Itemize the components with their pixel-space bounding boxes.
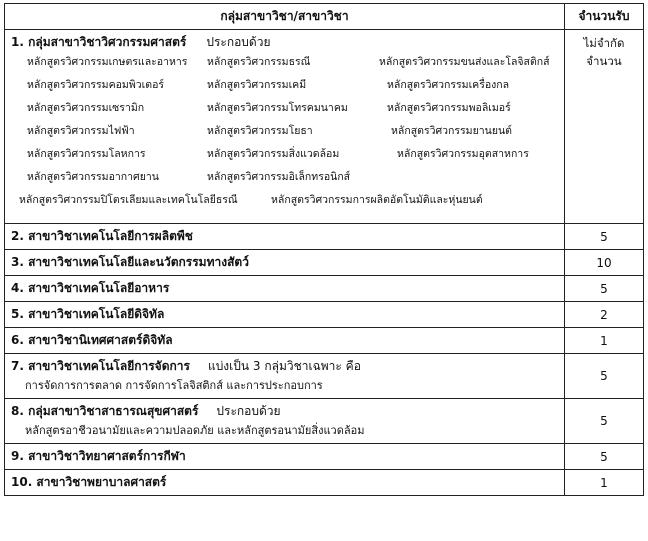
row-label: 4. สาขาวิชาเทคโนโลยีอาหาร (5, 276, 565, 302)
table-row (5, 354, 644, 399)
program-item: หลักสูตรวิศวกรรมเกษตรและอาหาร (27, 56, 188, 68)
row-quota: 5 (565, 224, 644, 250)
program-item: หลักสูตรวิศวกรรมเคมี (207, 79, 307, 91)
table-row (5, 470, 644, 496)
row-label: 6. สาขาวิชานิเทศศาสตร์ดิจิทัล (5, 328, 565, 354)
row8-label: 8. กลุ่มสาขาวิชาสาธารณสุขศาสตร์ (11, 404, 199, 418)
program-item: หลักสูตรวิศวกรรมพอลิเมอร์ (387, 102, 511, 114)
group1-title: 1. กลุ่มสาขาวิชาวิศวกรรมศาสตร์ (11, 35, 187, 49)
table-row (5, 276, 644, 302)
table-row (5, 328, 644, 354)
row7-note: แบ่งเป็น 3 กลุ่มวิชาเฉพาะ คือ (207, 359, 361, 373)
row8-note: ประกอบด้วย (216, 404, 281, 418)
program-item: หลักสูตรวิศวกรรมอุตสาหการ (397, 148, 529, 160)
program-item: หลักสูตรวิศวกรรมการผลิตอัตโนมัติและหุ่นยนต์ (271, 194, 483, 206)
row-label: 5. สาขาวิชาเทคโนโลยีดิจิทัล (5, 302, 565, 328)
table-row (5, 444, 644, 470)
row7-sub: การจัดการการตลาด การจัดการโลจิสติกส์ และการประกอบการ (25, 379, 323, 392)
program-item: หลักสูตรวิศวกรรมขนส่งและโลจิสติกส์ (379, 56, 550, 68)
row-label: 3. สาขาวิชาเทคโนโลยีและนวัตกรรมทางสัตว์ (5, 250, 565, 276)
program-item: หลักสูตรวิศวกรรมคอมพิวเตอร์ (27, 79, 165, 91)
program-list (11, 51, 558, 219)
program-item: หลักสูตรวิศวกรรมอิเล็กทรอนิกส์ (207, 171, 351, 183)
group1-quota: ไม่จำกัด จำนวน (565, 30, 644, 224)
group1-note: ประกอบด้วย (206, 35, 271, 49)
program-item: หลักสูตรวิศวกรรมเซรามิก (27, 102, 145, 114)
program-item: หลักสูตรวิศวกรรมเครื่องกล (387, 79, 510, 91)
program-item: หลักสูตรวิศวกรรมยานยนต์ (391, 125, 512, 137)
row-quota: 1 (565, 328, 644, 354)
program-item: หลักสูตรวิศวกรรมธรณี (207, 56, 311, 68)
row-label: 10. สาขาวิชาพยาบาลศาสตร์ (5, 470, 565, 496)
program-item: หลักสูตรวิศวกรรมอากาศยาน (27, 171, 159, 183)
row-quota: 5 (565, 276, 644, 302)
program-item: หลักสูตรวิศวกรรมไฟฟ้า (27, 125, 135, 137)
row-quota: 2 (565, 302, 644, 328)
program-item: หลักสูตรวิศวกรรมสิ่งแวดล้อม (207, 148, 340, 160)
row-quota: 5 (565, 354, 644, 399)
program-item: หลักสูตรวิศวกรรมโลหการ (27, 148, 146, 160)
row-quota: 5 (565, 399, 644, 444)
row-quota: 10 (565, 250, 644, 276)
table-row (5, 399, 644, 444)
program-item: หลักสูตรวิศวกรรมโยธา (207, 125, 313, 137)
table-header-row (5, 4, 644, 30)
table-row (5, 250, 644, 276)
program-item: หลักสูตรวิศวกรรมปิโตรเลียมและเทคโนโลยีธรณี (19, 194, 238, 206)
row8-sub: หลักสูตรอาชีวอนามัยและความปลอดภัย และหลักสูตรอนามัยสิ่งแวดล้อม (25, 424, 365, 437)
row-quota: 1 (565, 470, 644, 496)
program-quota-table (4, 3, 644, 496)
row-label: 9. สาขาวิชาวิทยาศาสตร์การกีฬา (5, 444, 565, 470)
program-item: หลักสูตรวิศวกรรมโทรคมนาคม (207, 102, 348, 114)
table-row (5, 224, 644, 250)
row-quota: 5 (565, 444, 644, 470)
table-row-group1 (5, 30, 644, 224)
table-row (5, 302, 644, 328)
header-quota: จำนวนรับ (565, 4, 644, 30)
header-group: กลุ่มสาขาวิชา/สาขาวิชา (5, 4, 565, 30)
row-label: 2. สาขาวิชาเทคโนโลยีการผลิตพืช (5, 224, 565, 250)
row7-label: 7. สาขาวิชาเทคโนโลยีการจัดการ (11, 359, 190, 373)
